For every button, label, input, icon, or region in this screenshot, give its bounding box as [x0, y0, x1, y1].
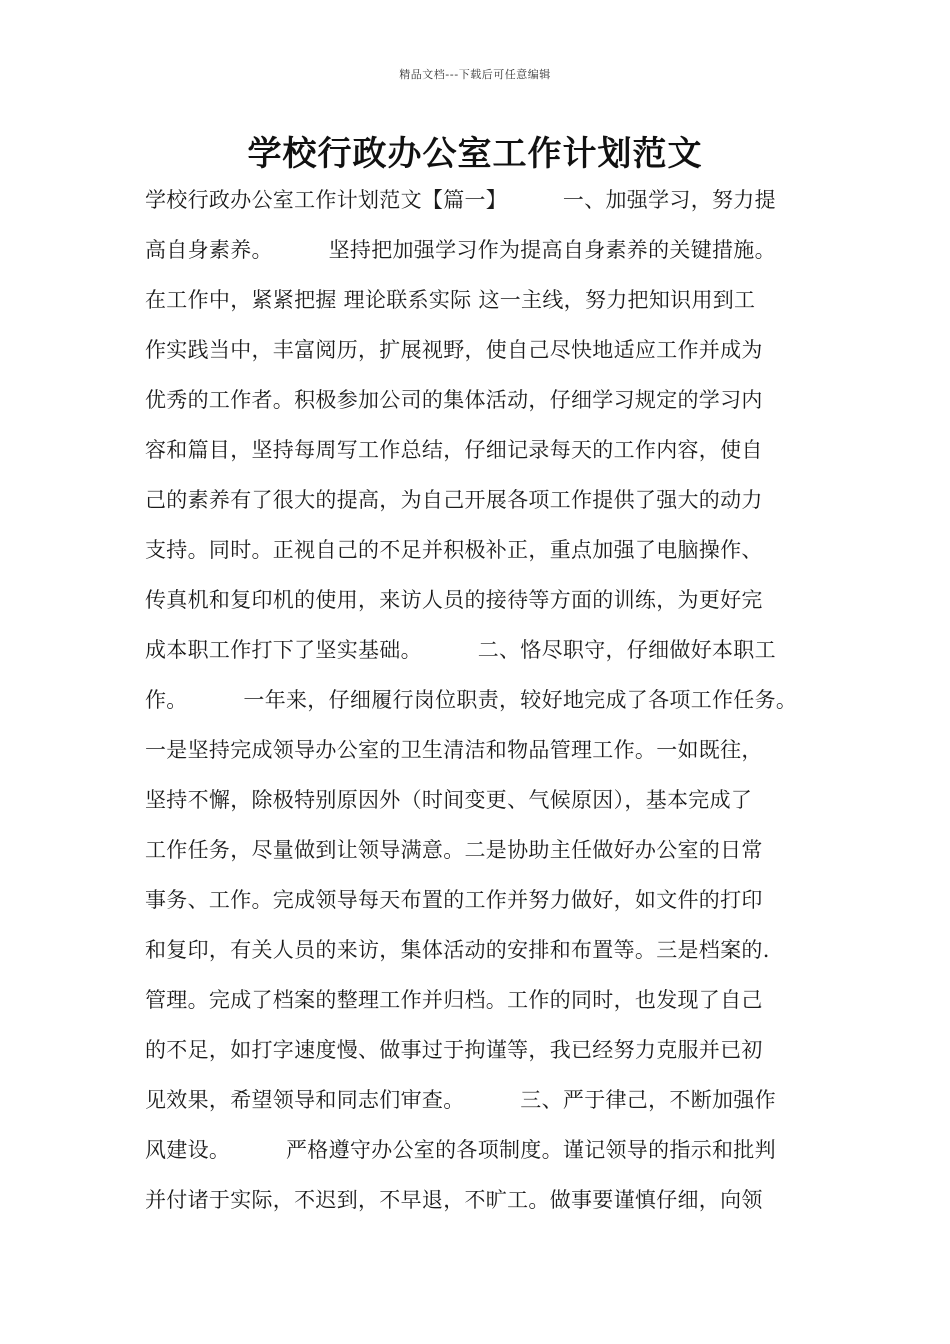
body-line: 事务、工作。完成领导每天布置的工作并努力做好，如文件的打印 [145, 888, 763, 912]
body-line: 管理。完成了档案的整理工作并归档。工作的同时，也发现了自己 [145, 988, 763, 1012]
document-title: 学校行政办公室工作计划范文 [247, 134, 703, 174]
body-line: 优秀的工作者。积极参加公司的集体活动，仔细学习规定的学习内 [145, 388, 763, 412]
body-line: 和复印，有关人员的来访，集体活动的安排和布置等。三是档案的. [145, 938, 770, 962]
body-line: 见效果，希望领导和同志们审查。 三、严于律己，不断加强作 [145, 1088, 776, 1112]
body-line: 容和篇目，坚持每周写工作总结，仔细记录每天的工作内容，使自 [145, 438, 763, 462]
body-line: 己的素养有了很大的提高，为自己开展各项工作提供了强大的动力 [145, 488, 763, 512]
body-line: 传真机和复印机的使用，来访人员的接待等方面的训练，为更好完 [145, 588, 763, 612]
body-line: 作实践当中，丰富阅历，扩展视野，使自己尽快地适应工作并成为 [145, 338, 763, 362]
body-line: 风建设。 严格遵守办公室的各项制度。谨记领导的指示和批判 [145, 1138, 776, 1162]
body-line: 工作任务，尽量做到让领导满意。二是协助主任做好办公室的日常 [145, 838, 763, 862]
body-line: 成本职工作打下了坚实基础。 二、恪尽职守，仔细做好本职工 [145, 638, 776, 662]
body-line: 的不足，如打字速度慢、做事过于拘谨等，我已经努力克服并已初 [145, 1038, 763, 1062]
body-line: 坚持不懈，除极特别原因外（时间变更、气候原因），基本完成了 [145, 788, 753, 812]
body-line: 支持。同时。正视自己的不足并积极补正，重点加强了电脑操作、 [145, 538, 763, 562]
body-line: 高自身素养。 坚持把加强学习作为提高自身素养的关键措施。 [145, 238, 776, 262]
body-line: 并付诸于实际，不迟到，不早退，不旷工。做事要谨慎仔细，向领 [145, 1188, 763, 1212]
body-line: 学校行政办公室工作计划范文【篇一】 一、加强学习，努力提 [145, 188, 776, 212]
body-line: 一是坚持完成领导办公室的卫生清洁和物品管理工作。一如既往， [145, 738, 763, 762]
body-line: 作。 一年来，仔细履行岗位职责，较好地完成了各项工作任务。 [145, 688, 798, 712]
body-line: 在工作中，紧紧把握 理论联系实际 这一主线，努力把知识用到工 [145, 288, 756, 312]
header-note: 精品文档---下载后可任意编辑 [399, 68, 551, 81]
document-body [145, 180, 825, 1230]
